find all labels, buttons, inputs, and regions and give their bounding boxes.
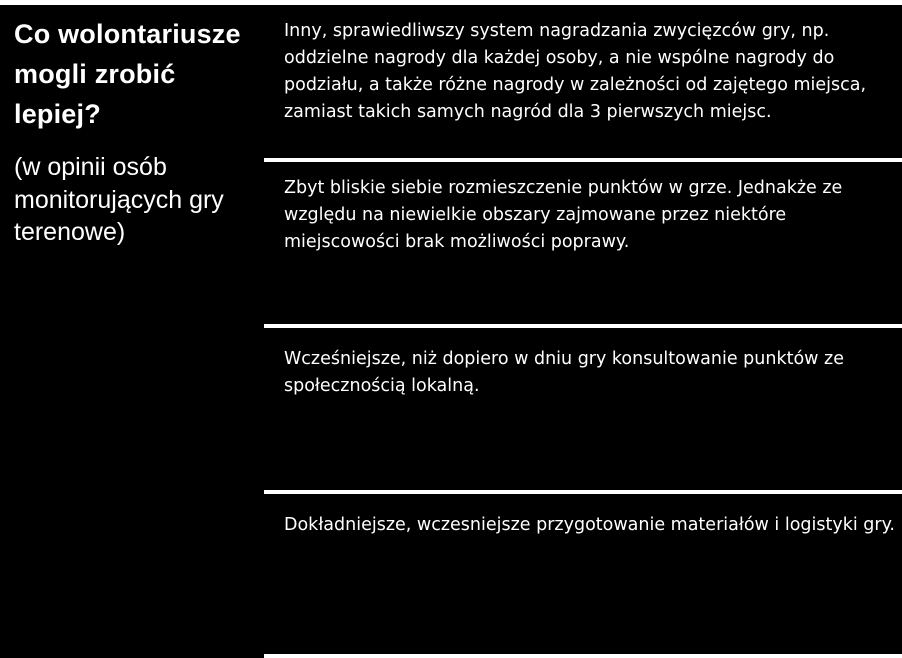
answer-item: [264, 494, 902, 658]
answer-text: Inny, sprawiedliwszy system nagradzania zwycięzców gry, np. oddzielne nagrody dla każdej osoby, a nie wspólne nagrody do podziału, a także różne nagrody w zależności od zajętego miejsca, zamiast takich samych nagród dla 3 pierwszych miejsc.: [284, 21, 867, 122]
answer-text: Zbyt bliskie siebie rozmieszczenie punktów w grze. Jednakże ze względu na niewielkie obszary zajmowane przez niektóre miejscowości brak możliwości poprawy.: [284, 178, 843, 252]
slide-subheading: (w opinii osób monitorujących gry terenowe): [14, 153, 224, 246]
answer-item: [264, 5, 902, 162]
answer-item: [264, 328, 902, 494]
answer-text: Dokładniejsze, wczesniejsze przygotowanie materiałów i logistyki gry.: [284, 515, 895, 535]
left-panel: [14, 14, 254, 249]
answer-divider: [264, 654, 902, 658]
answers-list: [264, 5, 902, 658]
answer-text: Wcześniejsze, niż dopiero w dniu gry konsultowanie punktów ze społecznością lokalną.: [284, 349, 845, 396]
answer-item: [264, 162, 902, 328]
slide-heading: Co wolontariusze mogli zrobić lepiej?: [14, 19, 241, 129]
